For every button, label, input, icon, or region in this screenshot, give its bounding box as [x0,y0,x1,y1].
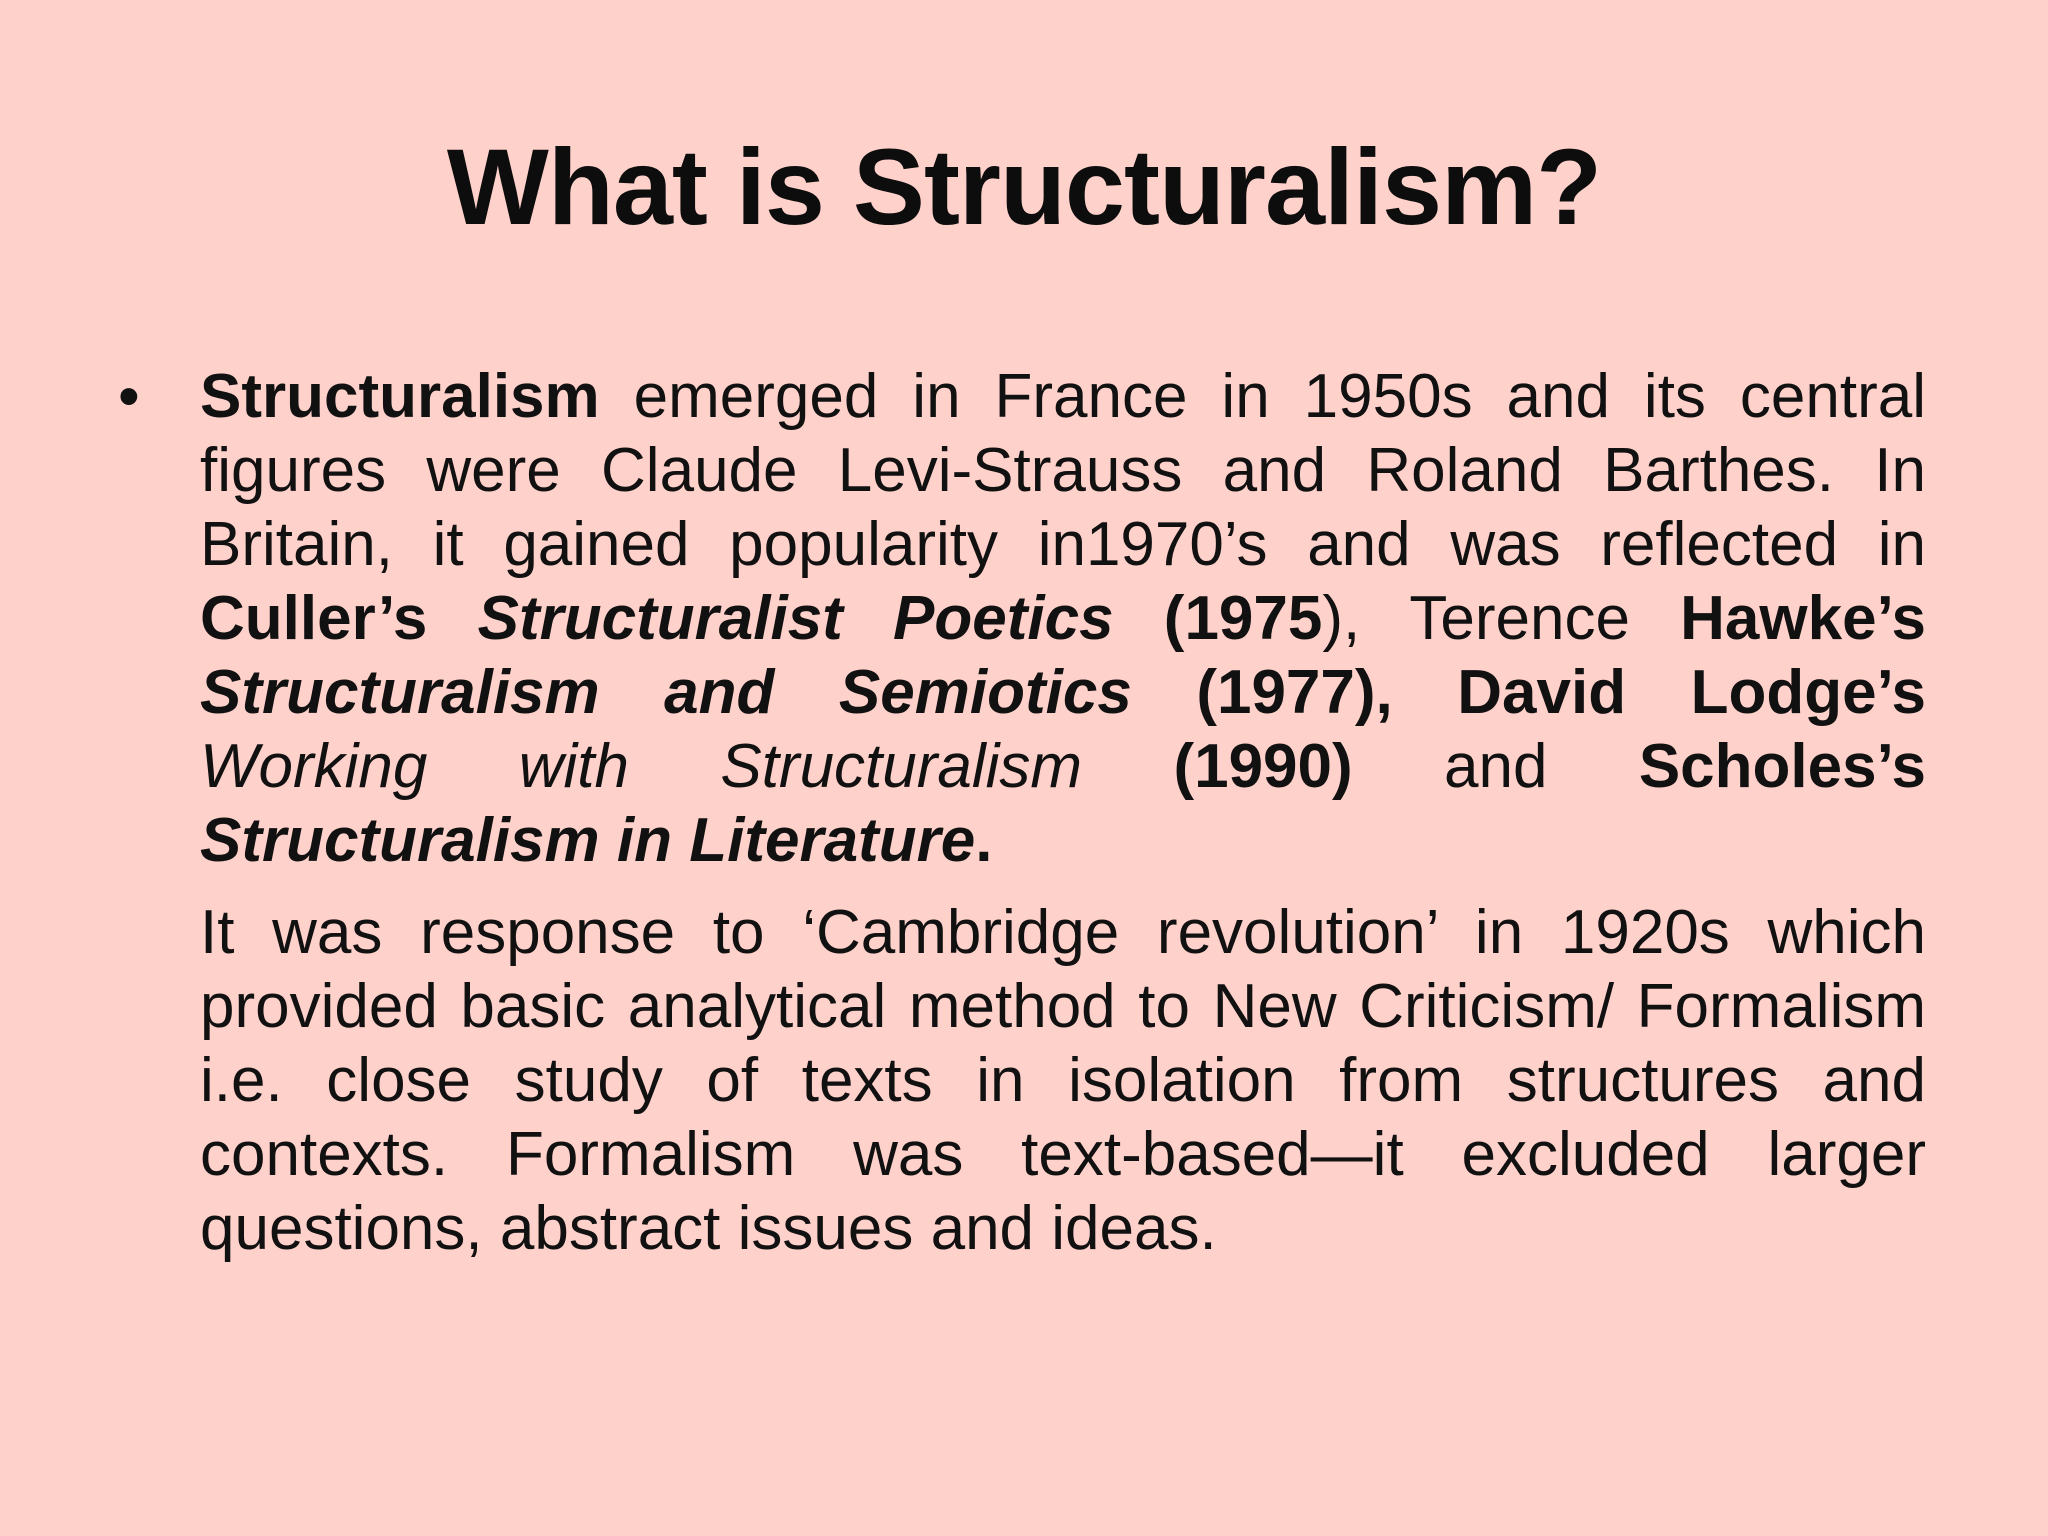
text-run: Hawke’s [1680,584,1927,653]
text-run: Scholes’s [1638,732,1926,801]
paragraph-2: It was response to ‘Cambridge revolution’ in 1920s which provided basic analytical method to New Criticism/ Formalism i.e. close study of texts in isolation from structures and contexts. Formalism was text-based—it excluded larger questions, abstract issues and ideas. [200,898,1926,1263]
text-run: Culler’s [200,584,478,653]
text-run: and [1352,732,1639,801]
text-run: ), Terence [1322,584,1681,653]
book-title: Structuralism and Semiotics [200,658,1132,727]
book-title: Working with Structuralism [200,732,1083,801]
text-run: (1990) [1173,732,1353,801]
text-run: emerged in France in 1950s and its central figures were Claude Levi-Strauss and Roland Barthes. In Britain, it gained popularity in1970’s and was reflected in [200,362,1926,579]
bullet-icon: • [118,362,140,431]
book-title: Structuralism in Literature [200,806,976,875]
slide-title: What is Structuralism? [446,126,1602,247]
text-run [1082,732,1173,801]
text-run: (1977), David Lodge’s [1131,658,1926,727]
paragraph-1 [200,360,1926,878]
text-run: (1975 [1113,584,1323,653]
text-run: . [975,806,993,875]
book-title: Structuralist Poetics [477,584,1114,653]
text-run: Structuralism [200,362,600,431]
